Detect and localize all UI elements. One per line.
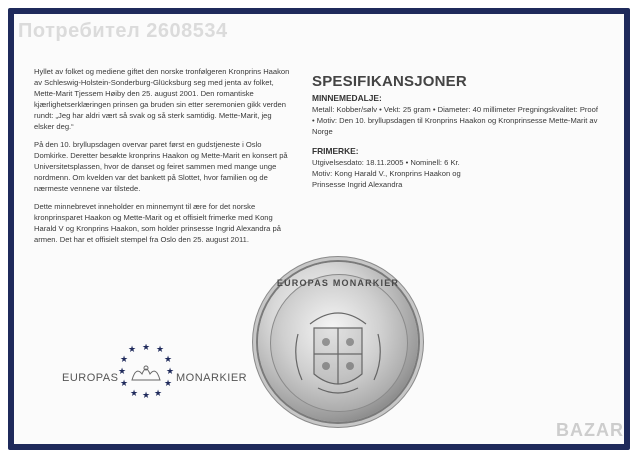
medal-block [312,93,602,137]
stamp-block [312,146,602,190]
svg-text:★: ★ [142,344,151,353]
svg-text:★: ★ [128,345,137,355]
stamp-line-1: Utgivelsesdato: 18.11.2005 • Nominell: 6 Kr. [312,158,460,167]
bazar-logo [546,416,630,450]
svg-text:★: ★ [156,345,165,355]
coin-inscription: EUROPAS MONARKIER [276,278,400,288]
intro-text [34,66,292,252]
europas-monarkier-logo [62,344,248,404]
specifications [312,73,602,199]
intro-paragraph-2: På den 10. bryllupsdagen overvar paret først en gudstjeneste i Oslo Domkirke. Deretter besøkte kronprins Haakon og Mette-Marit en konsert på Universitetsplassen, hvor de danset og feiret sammen med mange unge nordmenn. Om kvelden var det bankett på Slottet, hvor familien og de nærmeste vennene var tilstede. [34,140,288,193]
stamp-heading: FRIMERKE: [312,146,359,156]
bazar-logo-text: BAZAR [556,420,624,440]
watermark-text: Потребител 2608534 [18,20,228,42]
logo-right-text: MONARKIER [176,372,248,384]
intro-paragraph-3: Dette minnebrevet inneholder en minnemynt til ære for det norske kronprinsparet Haakon og Mette-Marit og et offisielt frimerke med Kong Harald V og Kronprins Haakon, som holder prinsesse Ingrid Alexandra på armen. Det har et offisielt stempel fra Oslo den 25. august 2011. [34,202,281,244]
logo-left-text: EUROPAS [62,372,119,384]
medal-text: Metall: Kobber/sølv • Vekt: 25 gram • Diameter: 40 millimeter Pregningskvalitet: Proof • Motiv: Den 10. bryllupsdagen til Kronprins Haakon og Kronprinsesse Mette-Marit av Norge [312,105,598,136]
svg-text:★: ★ [166,367,175,377]
stamp-line-2: Motiv: Kong Harald V., Kronprins Haakon og [312,169,461,178]
svg-text:★: ★ [120,379,129,389]
svg-text:★: ★ [118,367,127,377]
stamp-line-3: Prinsesse Ingrid Alexandra [312,180,403,189]
intro-paragraph-1: Hyllet av folket og mediene giftet den norske tronfølgeren Kronprins Haakon av Schleswig-Holstein-Sonderburg-Glücksburg seg med jenta av folket, Mette-Marit Tjessem Høiby den 25. august 2001. Den romantiske kjærlighetserklæringen prinsen ga bruden sin etter seremonien gikk verden rundt: „Jeg har aldri vært så svak og så sterk samtidig. Mette-Marit, jeg elsker deg.“ [34,67,290,131]
commemorative-coin [258,262,418,422]
svg-text:★: ★ [142,391,151,401]
svg-text:★: ★ [164,379,173,389]
svg-text:★: ★ [130,389,139,399]
spec-title: SPESIFIKANSJONER [312,73,467,90]
medal-heading: MINNEMEDALJE: [312,93,382,103]
svg-text:★: ★ [154,389,163,399]
svg-text:★: ★ [164,355,173,365]
svg-text:★: ★ [120,355,129,365]
